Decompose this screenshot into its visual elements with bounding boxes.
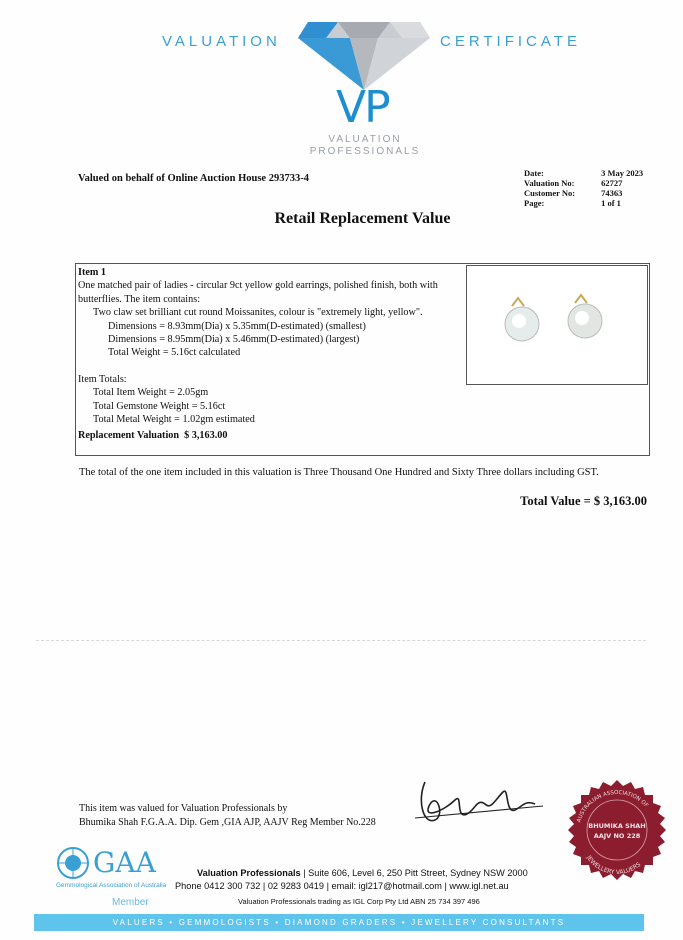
- item-totals-heading: Item Totals:: [78, 373, 127, 385]
- contact-address: | Suite 606, Level 6, 250 Pitt Street, Sydney NSW 2000: [300, 868, 528, 878]
- earring-left-sparkle: [512, 314, 526, 328]
- contact-phone-line: Phone 0412 300 732 | 02 9283 0419 | email: igl217@hotmail.com | www.igl.net.au: [175, 881, 509, 891]
- valuation-no-label: Valuation No:: [524, 178, 575, 188]
- earrings-photo-icon: [467, 266, 647, 384]
- date-label: Date:: [524, 168, 544, 178]
- scan-line: [36, 640, 646, 641]
- vp-logo-subtitle: [300, 134, 430, 158]
- seal-name: BHUMIKA SHAH: [588, 822, 646, 830]
- contact-trading-line: Valuation Professionals trading as IGL Corp Pty Ltd ABN 25 734 397 496: [238, 897, 480, 906]
- gaa-member: Member: [112, 897, 149, 908]
- item-dim2: Dimensions = 8.95mm(Dia) x 5.46mm(D-estimated) (largest): [108, 334, 360, 346]
- total-value: [520, 494, 647, 509]
- footer-bar: VALUERS • GEMMOLOGISTS • DIAMOND GRADERS • JEWELLERY CONSULTANTS: [34, 914, 644, 931]
- contact-company: Valuation Professionals: [197, 868, 301, 878]
- total-value-label: Total Value =: [520, 494, 591, 508]
- valuer-line2: Bhumika Shah F.G.A.A. Dip. Gem ,GIA AJP, AAJV Reg Member No.228: [79, 817, 376, 828]
- document-title: Retail Replacement Value: [274, 210, 451, 227]
- customer-no-label: Customer No:: [524, 188, 576, 198]
- item-heading: Item 1: [78, 267, 107, 278]
- replacement-label: Replacement Valuation: [78, 430, 180, 442]
- total-value-amount: $ 3,163.00: [593, 494, 647, 508]
- valuer-line1: This item was valued for Valuation Professionals by: [79, 803, 288, 814]
- item-dim1: Dimensions = 8.93mm(Dia) x 5.35mm(D-estimated) (smallest): [108, 320, 366, 332]
- item-total-weight: Total Weight = 5.16ct calculated: [108, 347, 241, 359]
- earring-right-sparkle: [575, 311, 589, 325]
- valued-on-behalf: Valued on behalf of Online Auction House 293733-4: [78, 173, 309, 184]
- meta-table: [524, 168, 643, 208]
- replacement-value: $ 3,163.00: [184, 430, 228, 442]
- customer-no-value: 74363: [601, 188, 623, 198]
- seal-number: AAJV NO 228: [593, 832, 641, 840]
- total-item-weight: Total Item Weight = 2.05gm: [93, 387, 209, 399]
- date-value: 3 May 2023: [601, 168, 644, 178]
- page-value: 1 of 1: [601, 198, 621, 208]
- total-sentence: The total of the one item included in this valuation is Three Thousand One Hundred and Sixty Three dollars including GST.: [79, 467, 599, 478]
- item-photo: [466, 265, 648, 385]
- vp-logo-line2: PROFESSIONALS: [309, 146, 421, 157]
- aajv-seal-icon: [565, 780, 669, 884]
- header-certificate-word: CERTIFICATE: [440, 33, 581, 50]
- seal-ring-top: AUSTRALIAN ASSOCIATION OF: [576, 789, 650, 824]
- total-gemstone-weight: Total Gemstone Weight = 5.16ct: [93, 400, 226, 412]
- earring-right-prong: [575, 295, 587, 303]
- item-description: [78, 266, 466, 443]
- header-valuation-word: VALUATION: [162, 33, 281, 50]
- valuer-block: [79, 802, 376, 830]
- contact-address-line: [197, 868, 528, 878]
- vp-logo-line1: VALUATION: [328, 134, 402, 145]
- item-stone-line: Two claw set brilliant cut round Moissanites, colour is "extremely light, yellow".: [93, 307, 423, 319]
- gaa-globe-icon: [56, 846, 90, 880]
- earring-left-prong: [512, 298, 524, 306]
- item-desc-line1: One matched pair of ladies - circular 9ct yellow gold earrings, polished finish, both with: [78, 280, 438, 292]
- replacement-valuation: [78, 429, 466, 442]
- valuation-no-value: 62727: [601, 178, 623, 188]
- gaa-full-name: Gemmological Association of Australia: [56, 882, 167, 889]
- page-label: Page:: [524, 198, 545, 208]
- diamond-logo-icon: [298, 16, 430, 92]
- gaa-letters: GAA: [93, 846, 156, 879]
- vp-logo-letters: VP: [336, 82, 389, 133]
- signature-icon: [405, 770, 545, 840]
- seal-ring-bottom: JEWELLERY VALUERS: [584, 854, 643, 877]
- item-desc-line2: butterflies. The item contains:: [78, 293, 201, 305]
- total-metal-weight: Total Metal Weight = 1.02gm estimated: [93, 414, 255, 426]
